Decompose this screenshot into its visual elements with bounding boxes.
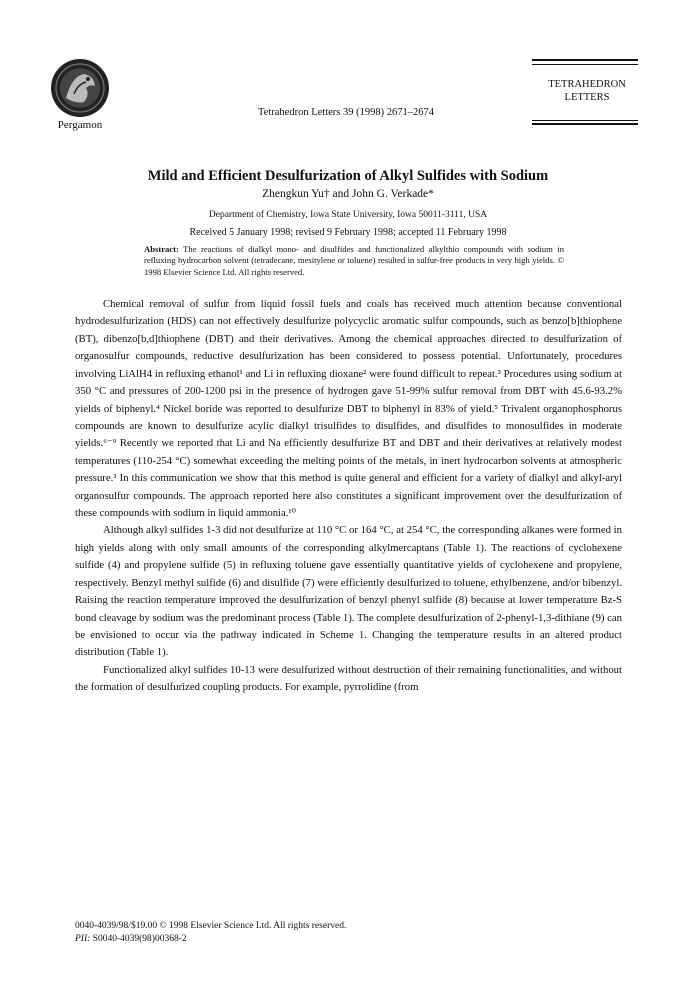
abstract-label: Abstract:	[144, 244, 179, 254]
pii-value: S0040-4039(98)00368-2	[90, 934, 187, 944]
article-authors: Zhengkun Yu† and John G. Verkade*	[262, 188, 434, 200]
body-paragraph-3: Functionalized alkyl sulfides 10-13 were desulfurized without destruction of their remaining functionalities, and without the formation of desulfurized coupling products. For example, pyrrolidine (from	[75, 663, 622, 694]
body-text	[75, 296, 622, 697]
footer	[75, 920, 346, 946]
journal-name	[536, 78, 638, 104]
journal-name-line1: TETRAHEDRON	[548, 79, 626, 90]
top-rule-thin	[532, 64, 638, 65]
abstract	[144, 244, 564, 278]
bottom-rule-thin	[532, 120, 638, 121]
body-paragraph-2: Although alkyl sulfides 1-3 did not desulfurize at 110 °C or 164 °C, at 254 °C, the corresponding alkanes were formed in high yields along with only small amounts of the corresponding alkylmercaptans (Table 1). The reactions of cyclohexene sulfide (4) and propylene sulfide (5) in refluxing toluene gave essentially quantitative yields of cyclohexene and propylene, respectively. Benzyl methyl sulfide (6) and disulfide (7) were efficiently desulfurized to toluene, ethylbenzene, and/or bibenzyl. Raising the reaction temperature improved the desulfurization of benzyl phenyl sulfide (8) because at lower temperature Bz-S bond cleavage by sodium was the predominant process (Table 1). The complete desulfurization of 2-phenyl-1,3-dithiane (9) can be envisioned to occur via the pathway indicated in Scheme 1. Changing the temperature results in an altered product distribution (Table 1).	[75, 524, 622, 659]
author-affiliation: Department of Chemistry, Iowa State University, Iowa 50011-3111, USA	[208, 210, 488, 220]
received-dates: Received 5 January 1998; revised 9 February 1998; accepted 11 February 1998	[189, 227, 507, 238]
pergamon-logo-icon	[50, 58, 110, 118]
copyright-line: 0040-4039/98/$19.00 © 1998 Elsevier Science Ltd. All rights reserved.	[75, 921, 347, 931]
journal-citation: Tetrahedron Letters 39 (1998) 2671–2674	[258, 107, 434, 118]
journal-name-line2: LETTERS	[564, 92, 610, 103]
top-rule	[532, 59, 638, 61]
article-title: Mild and Efficient Desulfurization of Alkyl Sulfides with Sodium	[147, 168, 549, 184]
pii-line	[75, 933, 346, 946]
pii-label: PII:	[75, 934, 91, 944]
publisher-name: Pergamon	[57, 119, 103, 131]
bottom-rule	[532, 123, 638, 125]
body-paragraph-1: Chemical removal of sulfur from liquid fossil fuels and coals has received much attention because conventional hydrodesulfurization (HDS) can not effectively desulfurize polycyclic aromatic sulfur compounds, such as benzo[b]thiophene (BT), dibenzo[b,d]thiophene (DBT) and their derivatives. Among the chemical approaches directed to desulfurization of organosulfur compounds, reductive desulfurization has been considered to possess potential. Unfortunately, procedures involving LiAlH4 in refluxing ethanol¹ and Li in refluxing dioxane² were found difficult to repeat.³ Procedures using sodium at 350 °C and pressures of 200-1200 psi in the presence of hydrogen gave 51-99% sulfur removal from DBT with 45.6-93.2% yields of biphenyl.⁴ Nickel boride was reported to desulfurize DBT to biphenyl in 83% of yield.⁵ Trivalent organophosphorus compounds are known to desulfurize acylic dialkyl trisulfides to disulfides, and disulfides to monosulfides in moderate yields.⁶⁻⁹ Recently we reported that Li and Na efficiently desulfurize BT and DBT and their derivatives at relatively modest temperatures (110-254 °C) somewhat exceeding the melting points of the metals, in inert hydrocarbon solvents at atmospheric pressure.³ In this communication we show that this method is quite general and efficient for a variety of dialkyl and alkyl-aryl organosulfur compounds. The approach reported here also constitutes a significant improvement over the desulfurization of these compounds with sodium in liquid ammonia.¹⁰	[75, 298, 622, 520]
abstract-text: The reactions of dialkyl mono- and disulfides and functionalized alkylthio compounds with sodium in refluxing hydrocarbon solvent (tetradecane, mesitylene or toluene) resulted in sulfur-free products in very high yields. © 1998 Elsevier Science Ltd. All rights reserved.	[144, 244, 564, 277]
